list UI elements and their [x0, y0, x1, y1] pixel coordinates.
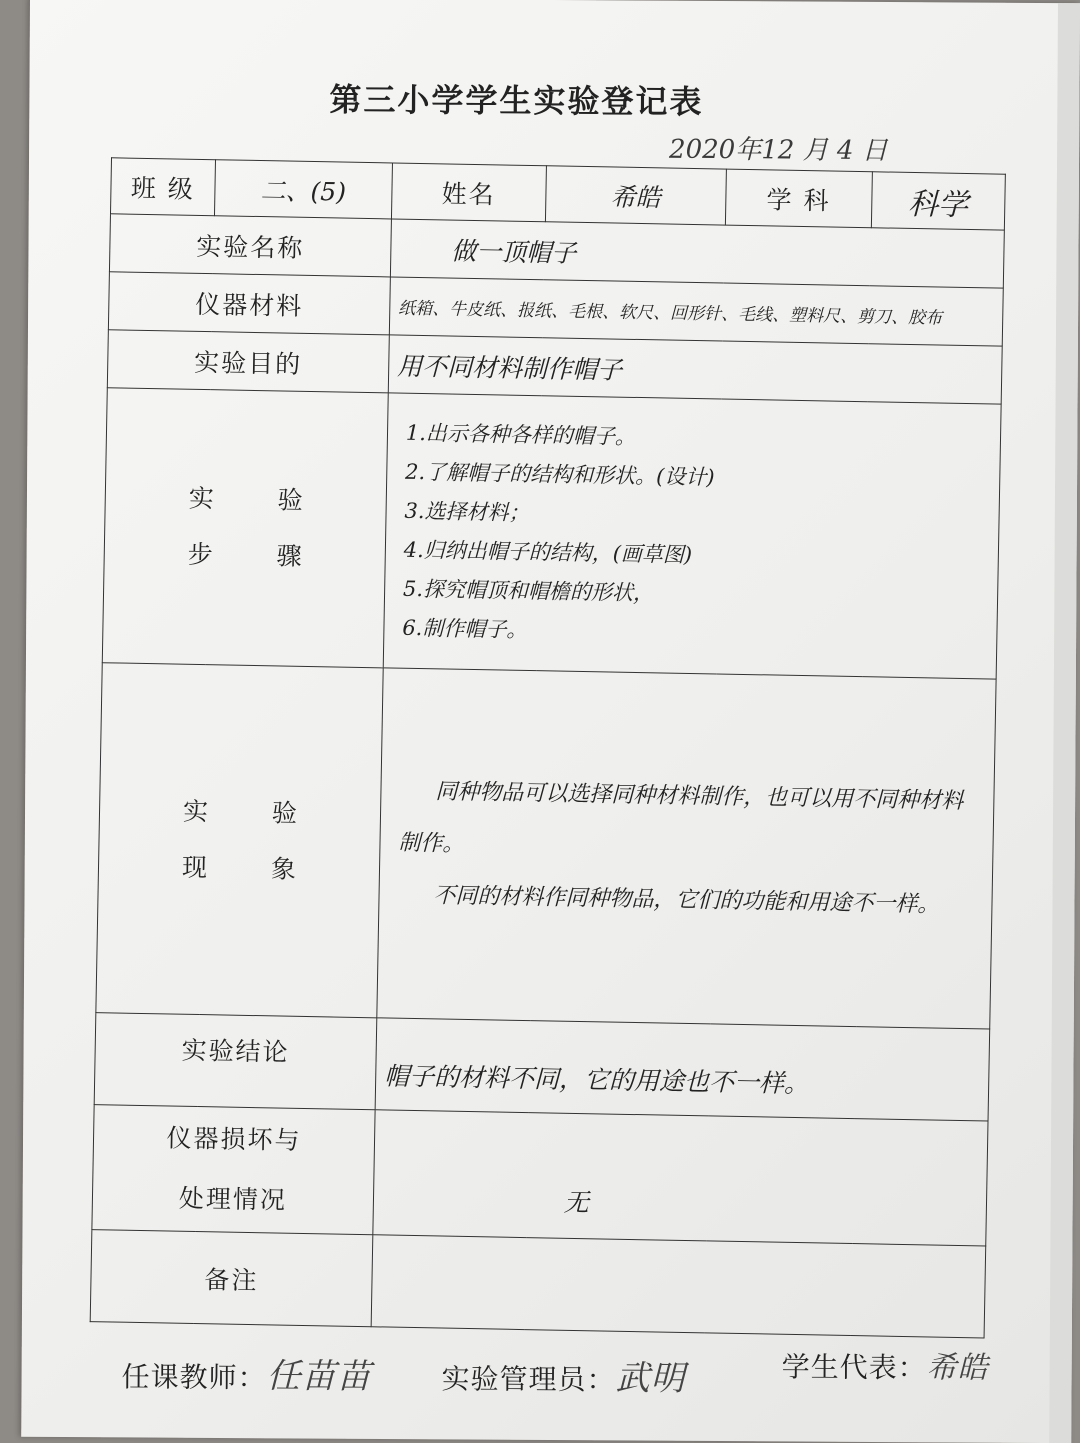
damage-label-line-1: 仪器损坏与 [166, 1123, 302, 1155]
phenomenon-row [96, 663, 996, 1029]
step-item: 4.归纳出帽子的结构，(画草图) [403, 537, 693, 568]
student-label: 学生代表： [781, 1350, 927, 1385]
conclusion-value: 帽子的材料不同，它的用途也不一样。 [375, 1018, 990, 1121]
step-item: 2.了解帽子的结构和形状。(设计) [404, 459, 715, 490]
student-signature-block [782, 1341, 989, 1386]
exp-name-value: 做一顶帽子 [390, 219, 1004, 288]
phenomenon-label [96, 663, 383, 1018]
materials-value: 纸箱、牛皮纸、报纸、毛根、软尺、回形针、毛线、塑料尺、剪刀、胶布 [389, 277, 1003, 346]
remarks-label: 备注 [90, 1230, 372, 1327]
step-item: 5.探究帽顶和帽檐的形状， [402, 576, 655, 606]
materials-label: 仪器材料 [108, 272, 390, 335]
class-label: 班 级 [110, 158, 215, 216]
steps-label-line-2: 步 骤 [187, 539, 330, 572]
phenomenon-paragraph-1: 同种物品可以选择同种材料制作，也可以用不同种材料制作。 [398, 778, 964, 857]
purpose-label: 实验目的 [107, 330, 389, 393]
name-value: 希皓 [545, 166, 726, 225]
steps-row [102, 388, 1001, 679]
form-date: 2020年12 月 4 日 [668, 134, 888, 167]
form-title: 第三小学学生实验登记表 [329, 80, 704, 121]
phenomenon-text [377, 668, 996, 1029]
phenomenon-label-line-2: 现 象 [181, 852, 325, 884]
teacher-label: 任课教师： [121, 1360, 267, 1395]
subject-label: 学 科 [725, 169, 872, 228]
remarks-row [90, 1230, 986, 1338]
teacher-signature-block [121, 1347, 371, 1398]
remarks-value [371, 1235, 986, 1338]
teacher-signature: 任苗苗 [266, 1356, 372, 1397]
exp-name-label: 实验名称 [109, 214, 391, 277]
class-value: 二、(5) [214, 160, 392, 219]
step-item: 1.出示各种各样的帽子。 [405, 420, 637, 449]
admin-signature: 武明 [615, 1358, 686, 1399]
damage-label [92, 1105, 375, 1235]
steps-label [102, 388, 388, 668]
name-label: 姓名 [391, 163, 546, 222]
paper-sheet [21, 0, 1080, 1443]
damage-label-line-2: 处理情况 [178, 1183, 288, 1215]
conclusion-label: 实验结论 [94, 1013, 376, 1110]
student-signature: 希皓 [926, 1350, 989, 1386]
admin-label: 实验管理员： [441, 1362, 616, 1397]
admin-signature-block [441, 1349, 685, 1399]
step-item: 6.制作帽子。 [402, 615, 528, 642]
step-item: 3.选择材料； [404, 498, 530, 526]
steps-list [383, 393, 1001, 679]
phenomenon-paragraph-2: 不同的材料作同种物品，它们的功能和用途不一样。 [433, 882, 940, 918]
damage-row [92, 1105, 988, 1246]
conclusion-row [94, 1013, 990, 1121]
underlying-page-edge [1049, 3, 1080, 1443]
subject-value: 科学 [871, 172, 1005, 230]
damage-value: 无 [373, 1110, 988, 1246]
registration-table [90, 157, 1006, 1338]
phenomenon-label-line-1: 实 验 [182, 796, 326, 828]
purpose-value: 用不同材料制作帽子 [388, 335, 1002, 404]
steps-label-line-1: 实 验 [188, 483, 331, 516]
